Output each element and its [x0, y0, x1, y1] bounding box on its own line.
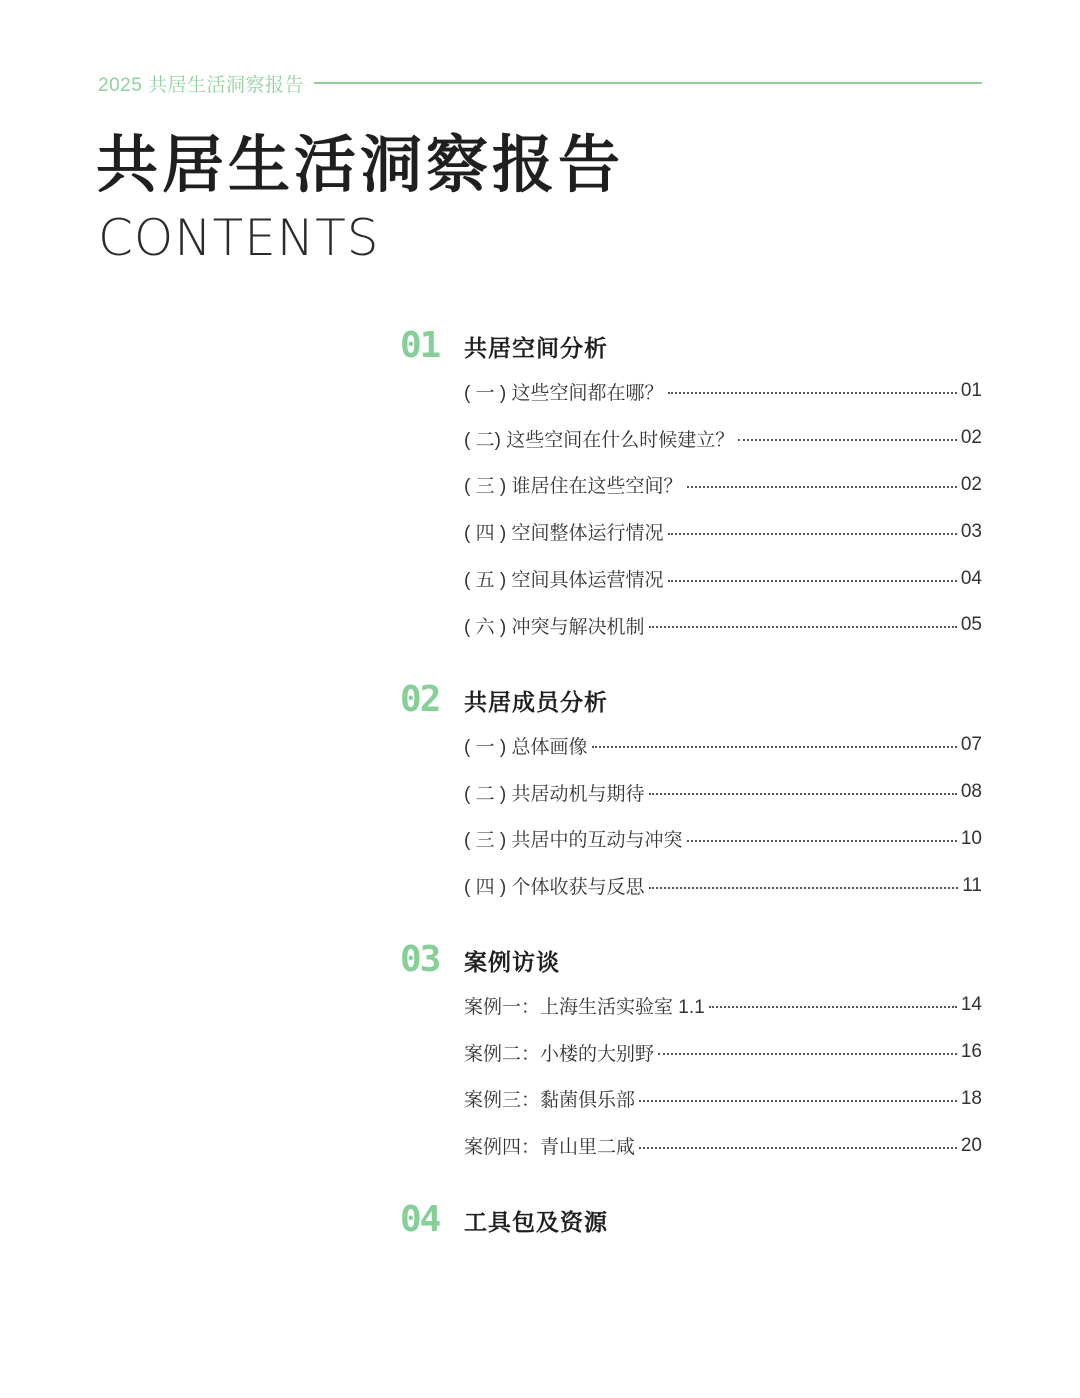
toc-entry-page: 02 — [960, 473, 982, 495]
toc-entry[interactable] — [464, 1076, 982, 1123]
toc-entry[interactable] — [464, 415, 982, 462]
dot-leader — [649, 626, 957, 628]
dot-leader — [668, 533, 957, 535]
toc-section-01 — [400, 326, 982, 649]
dot-leader — [639, 1100, 957, 1102]
toc-entry-label: 案例二：小楼的大别野 — [464, 1039, 658, 1066]
section-heading[interactable] — [400, 940, 982, 980]
toc-section-03 — [400, 940, 982, 1169]
dot-leader — [709, 1006, 957, 1008]
section-title: 案例访谈 — [464, 948, 560, 975]
toc-entry-page: 01 — [960, 380, 982, 402]
toc-entry[interactable] — [464, 368, 982, 415]
toc-entry-label: ( 四 ) 个体收获与反思 — [464, 872, 649, 899]
toc-entry-label: ( 五 ) 空间具体运营情况 — [464, 565, 668, 592]
section-heading[interactable] — [400, 1200, 982, 1240]
dot-leader — [668, 392, 957, 394]
toc-entry-page: 02 — [960, 427, 982, 449]
toc-entry-label: 案例四：青山里二咸 — [464, 1132, 639, 1159]
section-title: 工具包及资源 — [464, 1208, 608, 1235]
toc-entry[interactable] — [464, 816, 982, 863]
toc-entry[interactable] — [464, 722, 982, 769]
toc-entry-page: 07 — [960, 734, 982, 756]
dot-leader — [592, 746, 957, 748]
toc-entry[interactable] — [464, 508, 982, 555]
toc-entry[interactable] — [464, 862, 982, 909]
toc-section-04 — [400, 1200, 982, 1240]
section-number: 04 — [400, 1199, 440, 1240]
toc-entry-label: ( 三 ) 共居中的互动与冲突 — [464, 825, 687, 852]
page-title: 共居生活洞察报告 — [96, 131, 625, 200]
dot-leader — [738, 439, 957, 441]
toc-entry-label: ( 二) 这些空间在什么时候建立？ — [464, 425, 738, 452]
toc-entry-label: ( 六 ) 冲突与解决机制 — [464, 612, 649, 639]
toc-entry-page: 08 — [960, 781, 982, 803]
dot-leader — [658, 1053, 957, 1055]
toc-entry-page: 18 — [960, 1087, 982, 1109]
toc-entry[interactable] — [464, 555, 982, 602]
toc-entry[interactable] — [464, 1029, 982, 1076]
toc-entry-label: ( 二 ) 共居动机与期待 — [464, 779, 649, 806]
running-title: 2025 共居生活洞察报告 — [98, 74, 305, 96]
section-title: 共居成员分析 — [464, 688, 608, 715]
toc-entry-label: ( 四 ) 空间整体运行情况 — [464, 518, 668, 545]
section-heading[interactable] — [400, 680, 982, 720]
toc-entry-page: 04 — [960, 567, 982, 589]
toc-entry[interactable] — [464, 982, 982, 1029]
toc-entry-label: ( 三 ) 谁居住在这些空间？ — [464, 471, 687, 498]
toc-entry[interactable] — [464, 769, 982, 816]
page-subtitle: CONTENTS — [98, 209, 380, 267]
toc-entry-page: 20 — [960, 1134, 982, 1156]
toc-entry-page: 16 — [960, 1041, 982, 1063]
toc-entry-label: ( 一 ) 总体画像 — [464, 732, 592, 759]
section-heading[interactable] — [400, 326, 982, 366]
section-number: 02 — [400, 679, 440, 720]
toc-entry-label: ( 一 ) 这些空间都在哪？ — [464, 378, 668, 405]
section-number: 01 — [400, 325, 440, 366]
dot-leader — [687, 840, 957, 842]
section-title: 共居空间分析 — [464, 334, 608, 361]
toc-entry-label: 案例一：上海生活实验室 1.1 — [464, 992, 709, 1019]
toc-entry-page: 05 — [960, 614, 982, 636]
toc-entry-label: 案例三：黏菌俱乐部 — [464, 1085, 639, 1112]
section-number: 03 — [400, 939, 440, 980]
toc-entry[interactable] — [464, 602, 982, 649]
dot-leader — [668, 580, 957, 582]
toc-entry-page: 10 — [960, 827, 982, 849]
toc-section-02 — [400, 680, 982, 909]
toc-entry-page: 14 — [960, 994, 982, 1016]
dot-leader — [687, 486, 957, 488]
toc-entry-page: 11 — [962, 874, 982, 896]
dot-leader — [649, 793, 957, 795]
dot-leader — [639, 1147, 957, 1149]
dot-leader — [649, 887, 959, 889]
toc-entry[interactable] — [464, 1122, 982, 1169]
toc-entry[interactable] — [464, 462, 982, 509]
toc-entry-page: 03 — [960, 520, 982, 542]
